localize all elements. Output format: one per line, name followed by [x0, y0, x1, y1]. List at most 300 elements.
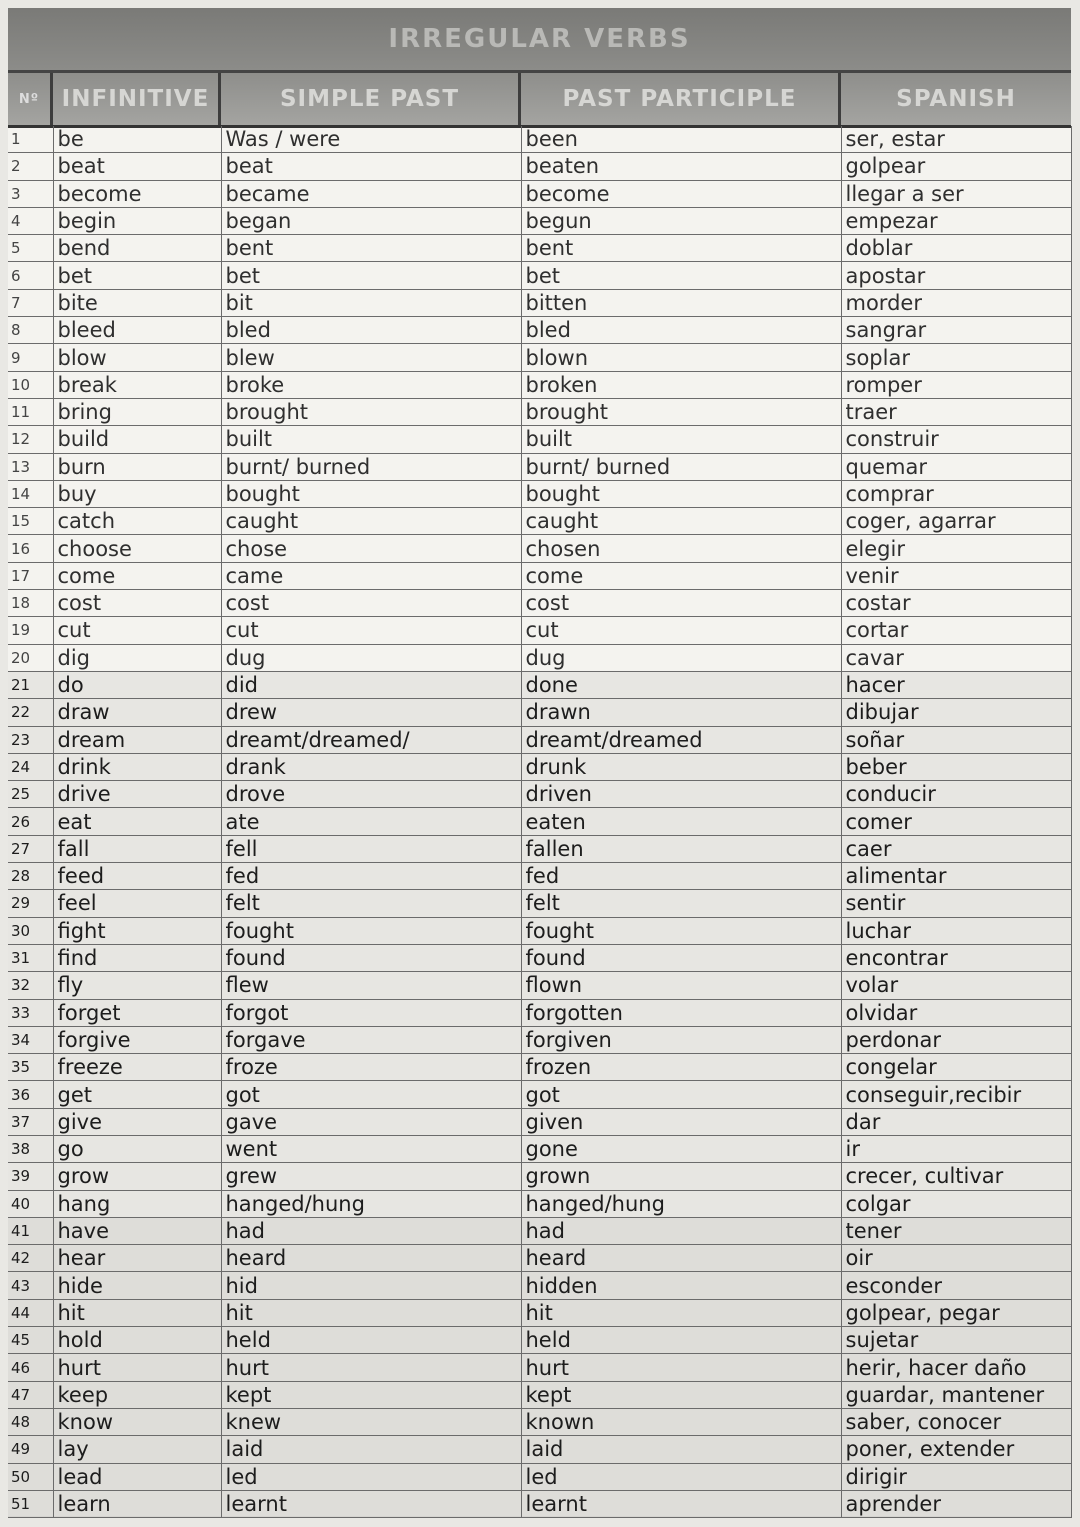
row-number: 28: [8, 863, 53, 890]
row-number: 33: [8, 999, 53, 1026]
row-number: 5: [8, 235, 53, 262]
infinitive-cell: become: [53, 180, 221, 207]
infinitive-cell: forget: [53, 999, 221, 1026]
past-participle-cell: blown: [521, 344, 841, 371]
table-row: [8, 753, 1071, 780]
table-row: [8, 699, 1071, 726]
table-row: [8, 508, 1071, 535]
spanish-cell: morder: [841, 289, 1071, 316]
table-row: [8, 1026, 1071, 1053]
spanish-cell: empezar: [841, 207, 1071, 234]
past-participle-cell: fed: [521, 863, 841, 890]
row-number: 11: [8, 398, 53, 425]
simple-past-cell: froze: [221, 1054, 521, 1081]
infinitive-cell: give: [53, 1108, 221, 1135]
infinitive-cell: buy: [53, 480, 221, 507]
row-number: 22: [8, 699, 53, 726]
row-number: 29: [8, 890, 53, 917]
row-number: 48: [8, 1408, 53, 1435]
header-number: Nº: [8, 73, 53, 125]
spanish-cell: soplar: [841, 344, 1071, 371]
spanish-cell: sujetar: [841, 1327, 1071, 1354]
simple-past-cell: bent: [221, 235, 521, 262]
simple-past-cell: cut: [221, 617, 521, 644]
simple-past-cell: bled: [221, 317, 521, 344]
simple-past-cell: felt: [221, 890, 521, 917]
table-row: [8, 781, 1071, 808]
row-number: 37: [8, 1108, 53, 1135]
simple-past-cell: beat: [221, 153, 521, 180]
table-row: [8, 1081, 1071, 1108]
past-participle-cell: begun: [521, 207, 841, 234]
table-row: [8, 344, 1071, 371]
table-row: [8, 371, 1071, 398]
simple-past-cell: built: [221, 426, 521, 453]
infinitive-cell: break: [53, 371, 221, 398]
table-row: [8, 317, 1071, 344]
row-number: 10: [8, 371, 53, 398]
infinitive-cell: hide: [53, 1272, 221, 1299]
spanish-cell: romper: [841, 371, 1071, 398]
simple-past-cell: forgot: [221, 999, 521, 1026]
table-row: [8, 617, 1071, 644]
spanish-cell: conducir: [841, 781, 1071, 808]
infinitive-cell: feel: [53, 890, 221, 917]
row-number: 25: [8, 781, 53, 808]
spanish-cell: construir: [841, 426, 1071, 453]
infinitive-cell: choose: [53, 535, 221, 562]
verb-table-sheet: [8, 8, 1071, 1516]
table-row: [8, 180, 1071, 207]
past-participle-cell: beaten: [521, 153, 841, 180]
table-row: [8, 1135, 1071, 1162]
simple-past-cell: knew: [221, 1408, 521, 1435]
simple-past-cell: fought: [221, 917, 521, 944]
row-number: 20: [8, 644, 53, 671]
simple-past-cell: burnt/ burned: [221, 453, 521, 480]
simple-past-cell: fell: [221, 835, 521, 862]
simple-past-cell: got: [221, 1081, 521, 1108]
table-row: [8, 972, 1071, 999]
table-row: [8, 235, 1071, 262]
spanish-cell: sentir: [841, 890, 1071, 917]
past-participle-cell: bet: [521, 262, 841, 289]
table-row: [8, 126, 1071, 153]
spanish-cell: ser, estar: [841, 126, 1071, 153]
infinitive-cell: hit: [53, 1299, 221, 1326]
spanish-cell: perdonar: [841, 1026, 1071, 1053]
row-number: 1: [8, 126, 53, 153]
table-row: [8, 562, 1071, 589]
infinitive-cell: bring: [53, 398, 221, 425]
simple-past-cell: broke: [221, 371, 521, 398]
table-row: [8, 1381, 1071, 1408]
row-number: 19: [8, 617, 53, 644]
spanish-cell: ir: [841, 1135, 1071, 1162]
simple-past-cell: fed: [221, 863, 521, 890]
infinitive-cell: bet: [53, 262, 221, 289]
past-participle-cell: fought: [521, 917, 841, 944]
row-number: 12: [8, 426, 53, 453]
infinitive-cell: catch: [53, 508, 221, 535]
table-row: [8, 999, 1071, 1026]
infinitive-cell: get: [53, 1081, 221, 1108]
spanish-cell: dibujar: [841, 699, 1071, 726]
table-row: [8, 890, 1071, 917]
spanish-cell: comer: [841, 808, 1071, 835]
past-participle-cell: heard: [521, 1245, 841, 1272]
simple-past-cell: flew: [221, 972, 521, 999]
spanish-cell: olvidar: [841, 999, 1071, 1026]
simple-past-cell: became: [221, 180, 521, 207]
simple-past-cell: had: [221, 1217, 521, 1244]
row-number: 21: [8, 671, 53, 698]
past-participle-cell: hidden: [521, 1272, 841, 1299]
simple-past-cell: dreamt/dreamed/: [221, 726, 521, 753]
infinitive-cell: come: [53, 562, 221, 589]
row-number: 14: [8, 480, 53, 507]
past-participle-cell: forgotten: [521, 999, 841, 1026]
spanish-cell: aprender: [841, 1490, 1071, 1517]
infinitive-cell: beat: [53, 153, 221, 180]
spanish-cell: cavar: [841, 644, 1071, 671]
past-participle-cell: drawn: [521, 699, 841, 726]
table-row: [8, 535, 1071, 562]
infinitive-cell: eat: [53, 808, 221, 835]
table-row: [8, 426, 1071, 453]
simple-past-cell: hid: [221, 1272, 521, 1299]
past-participle-cell: found: [521, 944, 841, 971]
table-row: [8, 1108, 1071, 1135]
table-row: [8, 398, 1071, 425]
spanish-cell: esconder: [841, 1272, 1071, 1299]
simple-past-cell: gave: [221, 1108, 521, 1135]
infinitive-cell: drink: [53, 753, 221, 780]
simple-past-cell: led: [221, 1463, 521, 1490]
table-row: [8, 1245, 1071, 1272]
spanish-cell: encontrar: [841, 944, 1071, 971]
simple-past-cell: kept: [221, 1381, 521, 1408]
row-number: 39: [8, 1163, 53, 1190]
table-row: [8, 944, 1071, 971]
past-participle-cell: gone: [521, 1135, 841, 1162]
table-row: [8, 917, 1071, 944]
infinitive-cell: have: [53, 1217, 221, 1244]
spanish-cell: conseguir,recibir: [841, 1081, 1071, 1108]
row-number: 17: [8, 562, 53, 589]
infinitive-cell: lead: [53, 1463, 221, 1490]
infinitive-cell: feed: [53, 863, 221, 890]
past-participle-cell: given: [521, 1108, 841, 1135]
infinitive-cell: bleed: [53, 317, 221, 344]
past-participle-cell: come: [521, 562, 841, 589]
infinitive-cell: bite: [53, 289, 221, 316]
past-participle-cell: held: [521, 1327, 841, 1354]
past-participle-cell: had: [521, 1217, 841, 1244]
infinitive-cell: freeze: [53, 1054, 221, 1081]
past-participle-cell: frozen: [521, 1054, 841, 1081]
infinitive-cell: dig: [53, 644, 221, 671]
past-participle-cell: dug: [521, 644, 841, 671]
spanish-cell: elegir: [841, 535, 1071, 562]
past-participle-cell: burnt/ burned: [521, 453, 841, 480]
past-participle-cell: fallen: [521, 835, 841, 862]
spanish-cell: llegar a ser: [841, 180, 1071, 207]
infinitive-cell: learn: [53, 1490, 221, 1517]
simple-past-cell: bought: [221, 480, 521, 507]
title-bar: [8, 8, 1071, 73]
simple-past-cell: learnt: [221, 1490, 521, 1517]
row-number: 49: [8, 1436, 53, 1463]
simple-past-cell: grew: [221, 1163, 521, 1190]
row-number: 16: [8, 535, 53, 562]
simple-past-cell: Was / were: [221, 126, 521, 153]
row-number: 8: [8, 317, 53, 344]
past-participle-cell: kept: [521, 1381, 841, 1408]
past-participle-cell: dreamt/dreamed: [521, 726, 841, 753]
simple-past-cell: did: [221, 671, 521, 698]
table-row: [8, 153, 1071, 180]
spanish-cell: dar: [841, 1108, 1071, 1135]
simple-past-cell: dug: [221, 644, 521, 671]
past-participle-cell: built: [521, 426, 841, 453]
past-participle-cell: bought: [521, 480, 841, 507]
infinitive-cell: fall: [53, 835, 221, 862]
table-row: [8, 1490, 1071, 1517]
past-participle-cell: broken: [521, 371, 841, 398]
simple-past-cell: bit: [221, 289, 521, 316]
header-simple-past: SIMPLE PAST: [221, 73, 521, 125]
past-participle-cell: been: [521, 126, 841, 153]
simple-past-cell: hanged/hung: [221, 1190, 521, 1217]
spanish-cell: saber, conocer: [841, 1408, 1071, 1435]
past-participle-cell: chosen: [521, 535, 841, 562]
simple-past-cell: hurt: [221, 1354, 521, 1381]
table-row: [8, 590, 1071, 617]
row-number: 18: [8, 590, 53, 617]
row-number: 36: [8, 1081, 53, 1108]
past-participle-cell: grown: [521, 1163, 841, 1190]
simple-past-cell: heard: [221, 1245, 521, 1272]
spanish-cell: poner, extender: [841, 1436, 1071, 1463]
table-row: [8, 1272, 1071, 1299]
simple-past-cell: drank: [221, 753, 521, 780]
table-row: [8, 1463, 1071, 1490]
row-number: 42: [8, 1245, 53, 1272]
row-number: 27: [8, 835, 53, 862]
infinitive-cell: cut: [53, 617, 221, 644]
spanish-cell: apostar: [841, 262, 1071, 289]
past-participle-cell: known: [521, 1408, 841, 1435]
row-number: 7: [8, 289, 53, 316]
spanish-cell: hacer: [841, 671, 1071, 698]
infinitive-cell: hurt: [53, 1354, 221, 1381]
spanish-cell: soñar: [841, 726, 1071, 753]
spanish-cell: alimentar: [841, 863, 1071, 890]
simple-past-cell: laid: [221, 1436, 521, 1463]
infinitive-cell: fly: [53, 972, 221, 999]
past-participle-cell: bent: [521, 235, 841, 262]
infinitive-cell: know: [53, 1408, 221, 1435]
spanish-cell: cortar: [841, 617, 1071, 644]
simple-past-cell: bet: [221, 262, 521, 289]
past-participle-cell: got: [521, 1081, 841, 1108]
infinitive-cell: bend: [53, 235, 221, 262]
infinitive-cell: be: [53, 126, 221, 153]
row-number: 3: [8, 180, 53, 207]
past-participle-cell: brought: [521, 398, 841, 425]
row-number: 35: [8, 1054, 53, 1081]
simple-past-cell: drove: [221, 781, 521, 808]
row-number: 50: [8, 1463, 53, 1490]
simple-past-cell: forgave: [221, 1026, 521, 1053]
simple-past-cell: came: [221, 562, 521, 589]
spanish-cell: dirigir: [841, 1463, 1071, 1490]
infinitive-cell: begin: [53, 207, 221, 234]
simple-past-cell: hit: [221, 1299, 521, 1326]
simple-past-cell: held: [221, 1327, 521, 1354]
row-number: 32: [8, 972, 53, 999]
past-participle-cell: laid: [521, 1436, 841, 1463]
past-participle-cell: flown: [521, 972, 841, 999]
infinitive-cell: draw: [53, 699, 221, 726]
spanish-cell: congelar: [841, 1054, 1071, 1081]
table-row: [8, 262, 1071, 289]
table-row: [8, 835, 1071, 862]
spanish-cell: sangrar: [841, 317, 1071, 344]
row-number: 34: [8, 1026, 53, 1053]
spanish-cell: traer: [841, 398, 1071, 425]
spanish-cell: comprar: [841, 480, 1071, 507]
table-row: [8, 1217, 1071, 1244]
infinitive-cell: drive: [53, 781, 221, 808]
row-number: 51: [8, 1490, 53, 1517]
spanish-cell: luchar: [841, 917, 1071, 944]
spanish-cell: colgar: [841, 1190, 1071, 1217]
simple-past-cell: blew: [221, 344, 521, 371]
spanish-cell: quemar: [841, 453, 1071, 480]
infinitive-cell: cost: [53, 590, 221, 617]
infinitive-cell: burn: [53, 453, 221, 480]
row-number: 24: [8, 753, 53, 780]
past-participle-cell: cost: [521, 590, 841, 617]
past-participle-cell: bitten: [521, 289, 841, 316]
table-row: [8, 726, 1071, 753]
simple-past-cell: caught: [221, 508, 521, 535]
row-number: 2: [8, 153, 53, 180]
infinitive-cell: blow: [53, 344, 221, 371]
infinitive-cell: grow: [53, 1163, 221, 1190]
row-number: 31: [8, 944, 53, 971]
past-participle-cell: learnt: [521, 1490, 841, 1517]
verbs-table: [8, 126, 1072, 1518]
past-participle-cell: led: [521, 1463, 841, 1490]
row-number: 44: [8, 1299, 53, 1326]
table-header: [8, 73, 1071, 128]
infinitive-cell: build: [53, 426, 221, 453]
table-row: [8, 1163, 1071, 1190]
past-participle-cell: done: [521, 671, 841, 698]
simple-past-cell: chose: [221, 535, 521, 562]
infinitive-cell: forgive: [53, 1026, 221, 1053]
row-number: 41: [8, 1217, 53, 1244]
table-row: [8, 1054, 1071, 1081]
spanish-cell: oir: [841, 1245, 1071, 1272]
row-number: 47: [8, 1381, 53, 1408]
spanish-cell: volar: [841, 972, 1071, 999]
simple-past-cell: began: [221, 207, 521, 234]
infinitive-cell: go: [53, 1135, 221, 1162]
infinitive-cell: find: [53, 944, 221, 971]
spanish-cell: coger, agarrar: [841, 508, 1071, 535]
simple-past-cell: ate: [221, 808, 521, 835]
row-number: 26: [8, 808, 53, 835]
past-participle-cell: hit: [521, 1299, 841, 1326]
row-number: 9: [8, 344, 53, 371]
past-participle-cell: hanged/hung: [521, 1190, 841, 1217]
spanish-cell: doblar: [841, 235, 1071, 262]
spanish-cell: golpear, pegar: [841, 1299, 1071, 1326]
table-row: [8, 671, 1071, 698]
table-row: [8, 480, 1071, 507]
simple-past-cell: went: [221, 1135, 521, 1162]
row-number: 13: [8, 453, 53, 480]
infinitive-cell: hang: [53, 1190, 221, 1217]
table-row: [8, 289, 1071, 316]
table-row: [8, 808, 1071, 835]
simple-past-cell: found: [221, 944, 521, 971]
table-row: [8, 1436, 1071, 1463]
table-row: [8, 207, 1071, 234]
simple-past-cell: drew: [221, 699, 521, 726]
past-participle-cell: bled: [521, 317, 841, 344]
simple-past-cell: brought: [221, 398, 521, 425]
table-row: [8, 453, 1071, 480]
spanish-cell: guardar, mantener: [841, 1381, 1071, 1408]
row-number: 15: [8, 508, 53, 535]
page-title: IRREGULAR VERBS: [388, 24, 691, 54]
spanish-cell: caer: [841, 835, 1071, 862]
infinitive-cell: dream: [53, 726, 221, 753]
infinitive-cell: keep: [53, 1381, 221, 1408]
table-row: [8, 1327, 1071, 1354]
spanish-cell: costar: [841, 590, 1071, 617]
simple-past-cell: cost: [221, 590, 521, 617]
past-participle-cell: eaten: [521, 808, 841, 835]
spanish-cell: venir: [841, 562, 1071, 589]
header-past-participle: PAST PARTICIPLE: [521, 73, 841, 125]
past-participle-cell: drunk: [521, 753, 841, 780]
past-participle-cell: hurt: [521, 1354, 841, 1381]
spanish-cell: crecer, cultivar: [841, 1163, 1071, 1190]
spanish-cell: beber: [841, 753, 1071, 780]
row-number: 4: [8, 207, 53, 234]
infinitive-cell: do: [53, 671, 221, 698]
past-participle-cell: cut: [521, 617, 841, 644]
spanish-cell: golpear: [841, 153, 1071, 180]
header-spanish: SPANISH: [896, 86, 1016, 112]
past-participle-cell: driven: [521, 781, 841, 808]
table-row: [8, 1408, 1071, 1435]
row-number: 23: [8, 726, 53, 753]
past-participle-cell: felt: [521, 890, 841, 917]
table-row: [8, 1190, 1071, 1217]
row-number: 40: [8, 1190, 53, 1217]
table-row: [8, 1354, 1071, 1381]
past-participle-cell: caught: [521, 508, 841, 535]
spanish-cell: tener: [841, 1217, 1071, 1244]
infinitive-cell: fight: [53, 917, 221, 944]
